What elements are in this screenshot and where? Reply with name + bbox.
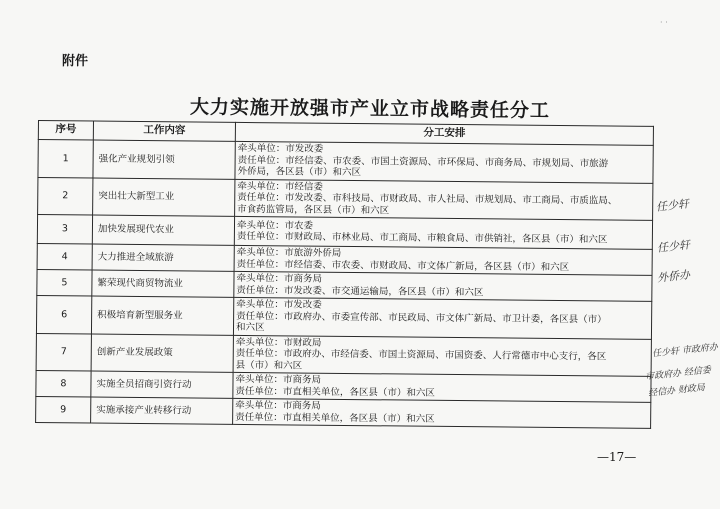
header-assignment: 分工安排 [235, 122, 653, 145]
table-row [38, 140, 653, 183]
row-number: 6 [36, 295, 91, 333]
assignment-line: 责任单位：市政府办、市经信委、市国土资源局、市国资委、人行常德市中心支行，各区 [235, 347, 607, 363]
row-number: 8 [36, 370, 91, 397]
row-assignment [233, 398, 651, 428]
row-task: 大力推进全域旅游 [92, 244, 234, 271]
row-task: 积极培育新型服务业 [91, 296, 233, 335]
assignment-line: 牵头单位：市商务局 [235, 373, 322, 386]
row-task: 实施全员招商引资行动 [91, 371, 233, 398]
assignment-line: 牵头单位：市财政局 [235, 336, 322, 349]
row-assignment [234, 216, 652, 249]
handwritten-note: 任少轩 [656, 238, 691, 255]
row-assignment [235, 141, 653, 183]
handwritten-note: 市政府办 经信委 [644, 365, 712, 383]
assignment-line: 责任单位：市直相关单位，各区县（市）和六区 [235, 411, 435, 425]
assignment-line: 牵头单位：市旅游外侨局 [236, 246, 342, 259]
row-number: 5 [37, 269, 92, 296]
assignment-line: 牵头单位：市农委 [236, 219, 314, 232]
row-task: 实施承接产业转移行动 [91, 397, 233, 424]
assignment-line: 责任单位：市政府办、市委宣传部、市民政局、市文体广新局、市卫计委，各区县（市） [236, 310, 607, 325]
row-assignment [233, 297, 651, 339]
responsibility-table [35, 120, 654, 429]
row-assignment [234, 245, 652, 275]
assignment-line: 责任单位：市发改委、市科技局、市财政局、市人社局、市规划局、市工商局、市质监局、 [237, 191, 618, 207]
assignment-line: 市食药监管局，各区县（市）和六区 [237, 203, 390, 216]
row-number: 3 [37, 215, 92, 245]
assignment-line: 和六区 [235, 321, 265, 334]
assignment-line: 责任单位：市发改委、市交通运输局，各区县（市）和六区 [236, 284, 484, 298]
handwritten-note: 经信办 财政局 [647, 383, 706, 399]
row-number: 2 [38, 177, 93, 215]
table-row [36, 333, 651, 376]
row-number: 1 [38, 140, 93, 178]
assignment-line: 责任单位：市直相关单位，各区县（市）和六区 [235, 385, 435, 399]
header-task: 工作内容 [93, 121, 235, 141]
header-no: 序号 [38, 121, 93, 141]
handwritten-note: 任少轩 [655, 197, 690, 214]
assignment-line: 责任单位：市财政局、市林业局、市工商局、市粮食局、市供销社，各区县（市）和六区 [236, 230, 608, 246]
handwritten-note: 外侨办 [656, 268, 691, 285]
row-assignment [235, 179, 653, 221]
assignment-line: 外侨局，各区县（市）和六区 [237, 165, 362, 179]
row-number: 7 [36, 333, 91, 371]
assignment-line: 县（市）和六区 [235, 359, 303, 372]
table-row [36, 295, 651, 338]
table-row [36, 396, 651, 428]
assignment-line: 责任单位：市经信委、市农委、市财政局、市文体广新局，各区县（市）和六区 [236, 258, 570, 273]
row-task: 加快发展现代农业 [92, 215, 234, 245]
document-title: 大力实施开放强市产业立市战略责任分工 [189, 96, 551, 122]
table-row [38, 177, 653, 220]
row-task: 突出壮大新型工业 [93, 178, 235, 217]
assignment-line: 责任单位：市经信委、市农委、市国土资源局、市环保局、市商务局、市规划局、市旅游 [237, 154, 609, 169]
attachment-label: 附件 [62, 54, 89, 69]
assignment-line: 牵头单位：市发改委 [237, 142, 324, 155]
assignment-line: 牵头单位：市发改委 [236, 298, 322, 311]
handwritten-note: 任少轩 市政府办 [651, 342, 719, 360]
row-number: 9 [36, 396, 91, 423]
assignment-line: 牵头单位：市商务局 [235, 399, 321, 412]
row-assignment [234, 271, 652, 301]
row-task: 繁荣现代商贸物流业 [92, 270, 234, 297]
page-number: —17— [597, 450, 637, 464]
row-task: 强化产业规划引领 [93, 140, 235, 179]
responsibility-table-sheet [35, 120, 653, 439]
row-assignment [233, 335, 651, 377]
corner-mark: · · [660, 18, 668, 27]
row-task: 创新产业发展政策 [91, 334, 233, 373]
row-assignment [233, 372, 651, 402]
assignment-line: 牵头单位：市经信委 [237, 180, 323, 193]
assignment-line: 牵头单位：市商务局 [236, 272, 323, 285]
row-number: 4 [37, 243, 92, 270]
